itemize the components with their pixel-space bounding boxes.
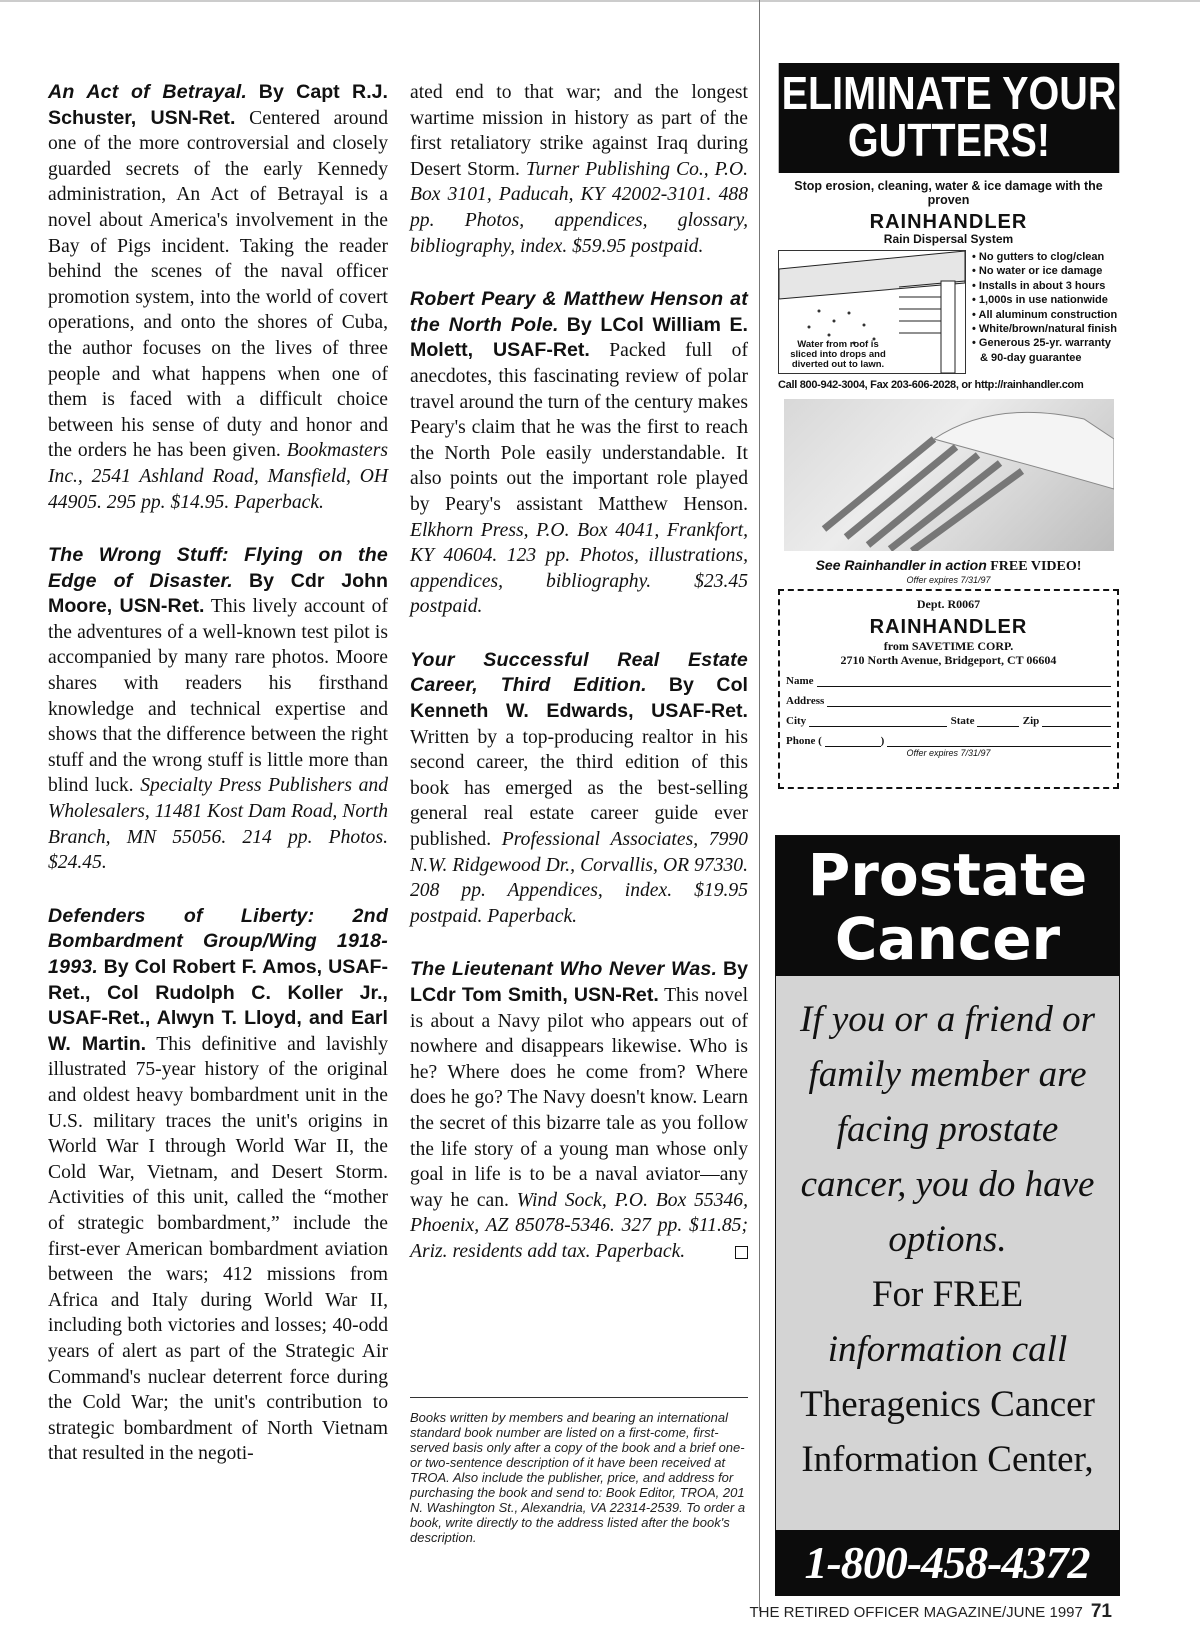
feature-item: • Installs in about 3 hours [972, 279, 1106, 292]
ad-phone-number: 1-800-458-4372 [775, 1530, 1120, 1596]
city-field-label: City [786, 715, 807, 727]
book-publisher: Elkhorn Press, P.O. Box 4041, Frankfort, KY 40604. 123 pp. Photos, illustrations, appendices, bibliography. $23.45 postpaid. [410, 519, 748, 618]
ad-tagline: Stop erosion, cleaning, water & ice damage with the proven [794, 179, 1103, 207]
phone-field-close: ) [880, 735, 885, 747]
book-description: This definitive and lavishly illustrated 75-year history of the original and oldest heavy bombardment unit in the U.S. military traces the unit's origins in World War I through World War II, the Cold War, Vietnam, and Desert Storm. Activities of this unit, called the “mother of strategic bombardment,” include the first-ever American bombardment aviation between the wars; 412 missions from Africa and Italy during World War II, including both victories and losses; 40-odd years of alert as part of the Strategic Air Command's nuclear deterrent force during the Cold War; the unit's contribution to strategic bombardment of North Vietnam that resulted in the negoti- [48, 1033, 388, 1465]
publication-name: THE RETIRED OFFICER MAGAZINE/JUNE 1997 [749, 1604, 1083, 1621]
book-description: ated end to that war; and the longest wartime mission in history as part of the first retaliatory strike against Iraq during Desert Storm. [410, 82, 748, 180]
roof-diagram [778, 250, 966, 374]
book-byline: By LCol William E. Molett, USAF-Ret. [410, 313, 748, 362]
ad-body-line: If you or a friend or [800, 999, 1095, 1040]
ad-headline [779, 63, 1120, 173]
hand-installing-icon [784, 399, 1114, 551]
book-title: An Act of Betrayal. [48, 81, 248, 103]
ad-body-line: cancer, you do have [800, 1164, 1095, 1205]
ad-body [776, 976, 1119, 1487]
book-review-continued [410, 80, 748, 259]
ad-feature-row [778, 250, 1119, 374]
video-offer [778, 557, 1119, 575]
prostate-cancer-ad [775, 835, 1120, 1595]
page-number: 71 [1090, 1601, 1112, 1622]
offer-expiry: Offer expires 7/31/97 [906, 575, 991, 585]
product-photo [784, 399, 1114, 551]
book-description: This lively account of the adventures of a well-known test pilot is accompanied by many rare photos. Moore shares with readers his firsthand knowledge and technical expertise and shows that the difference between the right stuff and the wrong stuff is little more than blind luck. [48, 596, 388, 797]
ad-body-line: Theragenics Cancer [800, 1384, 1095, 1425]
ad-body-line: options. [888, 1219, 1007, 1260]
book-byline: By Cdr John Moore, USN-Ret. [48, 569, 389, 618]
column-divider [759, 0, 760, 1611]
submission-note: Books written by members and bearing an international standard book number are listed on a first-come, first-served basis only after a copy of the book and a brief one- or two-sentence description of it have been received at TROA. Also include the publisher, price, and address for purchasing the book and send to: Book Editor, TROA, 201 N. Washington St., Alexandria, VA 22314-2539. To order a book, write directly to the address listed after the book's description. [410, 1397, 748, 1545]
book-description: Packed full of anecdotes, this fascinating review of polar travel around the turn of the century makes Peary's claim that he was the first to reach the North Pole easily understandable. It also points out the important role played by Peary's assistant Matthew Henson. [410, 340, 748, 515]
ad-headline-line: ELIMINATE YOUR [781, 67, 1117, 119]
book-review [48, 80, 388, 515]
ad-headline-line: Prostate [807, 841, 1088, 909]
brand-logo: RAINHANDLER [869, 211, 1028, 233]
order-coupon [778, 589, 1119, 789]
address-field-label: Address [786, 695, 825, 707]
phone-field-label: Phone ( [786, 735, 822, 747]
book-description: This novel is about a Navy pilot who appears out of nowhere and disappears likewise. Who is he? Where does he come from? Where does he go? The Navy doesn't know. Learn the secret of this bizarre tale as you follow the life story of a young man whose only goal in life is to be a naval aviator—any way he can. [410, 985, 749, 1211]
rainhandler-ad [778, 63, 1119, 811]
book-title: The Lieutenant Who Never Was. [410, 958, 718, 981]
book-byline: By Col Robert F. Amos, USAF-Ret., Col Rudolph C. Koller Jr., USAF-Ret., Alwyn T. Lloyd, and Earl W. Martin. [48, 956, 388, 1055]
book-publisher: Bookmasters Inc., 2541 Ashland Road, Mansfield, OH 44905. 295 pp. $14.95. Paperback. [48, 440, 388, 513]
book-publisher: Professional Associates, 7990 N.W. Ridgewood Dr., Corvallis, OR 97330. 208 pp. Appendices, index. $19.95 postpaid. Paperback. [410, 829, 748, 927]
ad-headline [776, 836, 1119, 976]
ad-body-line: information call [827, 1329, 1068, 1370]
ad-body-line: For FREE [871, 1274, 1024, 1315]
feature-item: • All aluminum construction [972, 308, 1118, 321]
brand-subtitle: Rain Dispersal System [883, 232, 1014, 246]
end-mark-icon [735, 1246, 748, 1259]
book-review [48, 904, 388, 1467]
ad-body-line: family member are [808, 1054, 1087, 1095]
book-byline: By Capt R.J. Schuster, USN-Ret. [48, 81, 388, 129]
feature-item: • Generous 25-yr. warranty [972, 337, 1111, 350]
zip-field-label: Zip [1022, 715, 1040, 727]
book-review [410, 648, 748, 930]
review-column-left [48, 80, 388, 1495]
book-publisher: Turner Publishing Co., P.O. Box 3101, Paducah, KY 42002-3101. 488 pp. Photos, appendices, glossary, bibliography, index. $59.95 postpaid. [410, 158, 748, 257]
book-publisher: Wind Sock, P.O. Box 55346, Phoenix, AZ 85078-5346. 327 pp. $11.85; Ariz. residents add tax. Paperback. [410, 1189, 748, 1262]
video-offer-free: FREE VIDEO! [990, 559, 1082, 574]
book-description: Written by a top-producing realtor in his second career, the third edition of this book has emerged as the best-selling general real estate career guide ever published. [410, 726, 748, 851]
contact-line: Call 800-942-3004, Fax 203-606-2028, or http://rainhandler.com [778, 379, 1084, 391]
phone-field[interactable] [786, 732, 1111, 747]
book-review [410, 957, 748, 1264]
name-field[interactable] [786, 672, 1111, 687]
ad-headline-line: GUTTERS! [847, 114, 1051, 166]
coupon-address: 2710 North Avenue, Bridgeport, CT 06604 [840, 653, 1057, 667]
feature-item: & 90-day guarantee [980, 351, 1082, 364]
address-field[interactable] [786, 692, 1111, 707]
book-byline: By LCdr Tom Smith, USN-Ret. [410, 958, 748, 1006]
state-field-label: State [950, 715, 975, 727]
coupon-dept: Dept. R0067 [916, 597, 981, 611]
feature-item: • White/brown/natural finish [972, 323, 1118, 336]
book-description: Centered around one of the more controversial and closely guarded secrets of the early Kennedy administration, An Act of Betrayal is a novel about America's involvement in the Bay of Pigs incident. Taking the reader behind the scenes of the naval officer promotion system, into the world of covert operations, and onto the shores of Cuba, the author focuses on the lives of three people and what happens when one of them is faced with a difficult choice between his sense of duty and honor and the orders he has been given. [48, 107, 388, 462]
book-title: Your Successful Real Estate Career, Third Edition. [410, 648, 748, 697]
book-title: Robert Peary & Matthew Henson at the North Pole. [410, 288, 748, 336]
name-field-label: Name [786, 675, 814, 687]
city-state-zip-field[interactable] [786, 712, 1111, 727]
book-title: Defenders of Liberty: 2nd Bombardment Group/Wing 1918-1993. [48, 904, 388, 978]
top-rule [0, 0, 1200, 2]
review-column-middle [410, 80, 748, 1293]
diagram-caption: Water from roof is sliced into drops and diverted out to lawn. [790, 339, 886, 370]
coupon-company: from SAVETIME CORP. [883, 639, 1014, 653]
ad-body-line: Information Center, [801, 1439, 1094, 1480]
book-review [48, 543, 388, 876]
page-footer [749, 1601, 1112, 1623]
book-title: The Wrong Stuff: Flying on the Edge of Disaster. [48, 544, 388, 592]
book-review [410, 287, 748, 620]
book-publisher: Specialty Press Publishers and Wholesalers, 11481 Kost Dam Road, North Branch, MN 55056. 214 pp. Photos. $24.45. [48, 775, 388, 874]
feature-item: • 1,000s in use nationwide [972, 294, 1108, 307]
feature-item: • No water or ice damage [972, 265, 1103, 278]
ad-headline-line: Cancer [834, 905, 1061, 973]
book-byline: By Col Kenneth W. Edwards, USAF-Ret. [410, 674, 748, 723]
ad-body-line: facing prostate [836, 1109, 1059, 1150]
video-offer-label: See Rainhandler in action [815, 557, 987, 573]
coupon-expiry: Offer expires 7/31/97 [906, 748, 991, 758]
feature-list [966, 250, 1117, 374]
feature-item: • No gutters to clog/clean [972, 251, 1105, 263]
coupon-brand-logo: RAINHANDLER [869, 616, 1028, 638]
